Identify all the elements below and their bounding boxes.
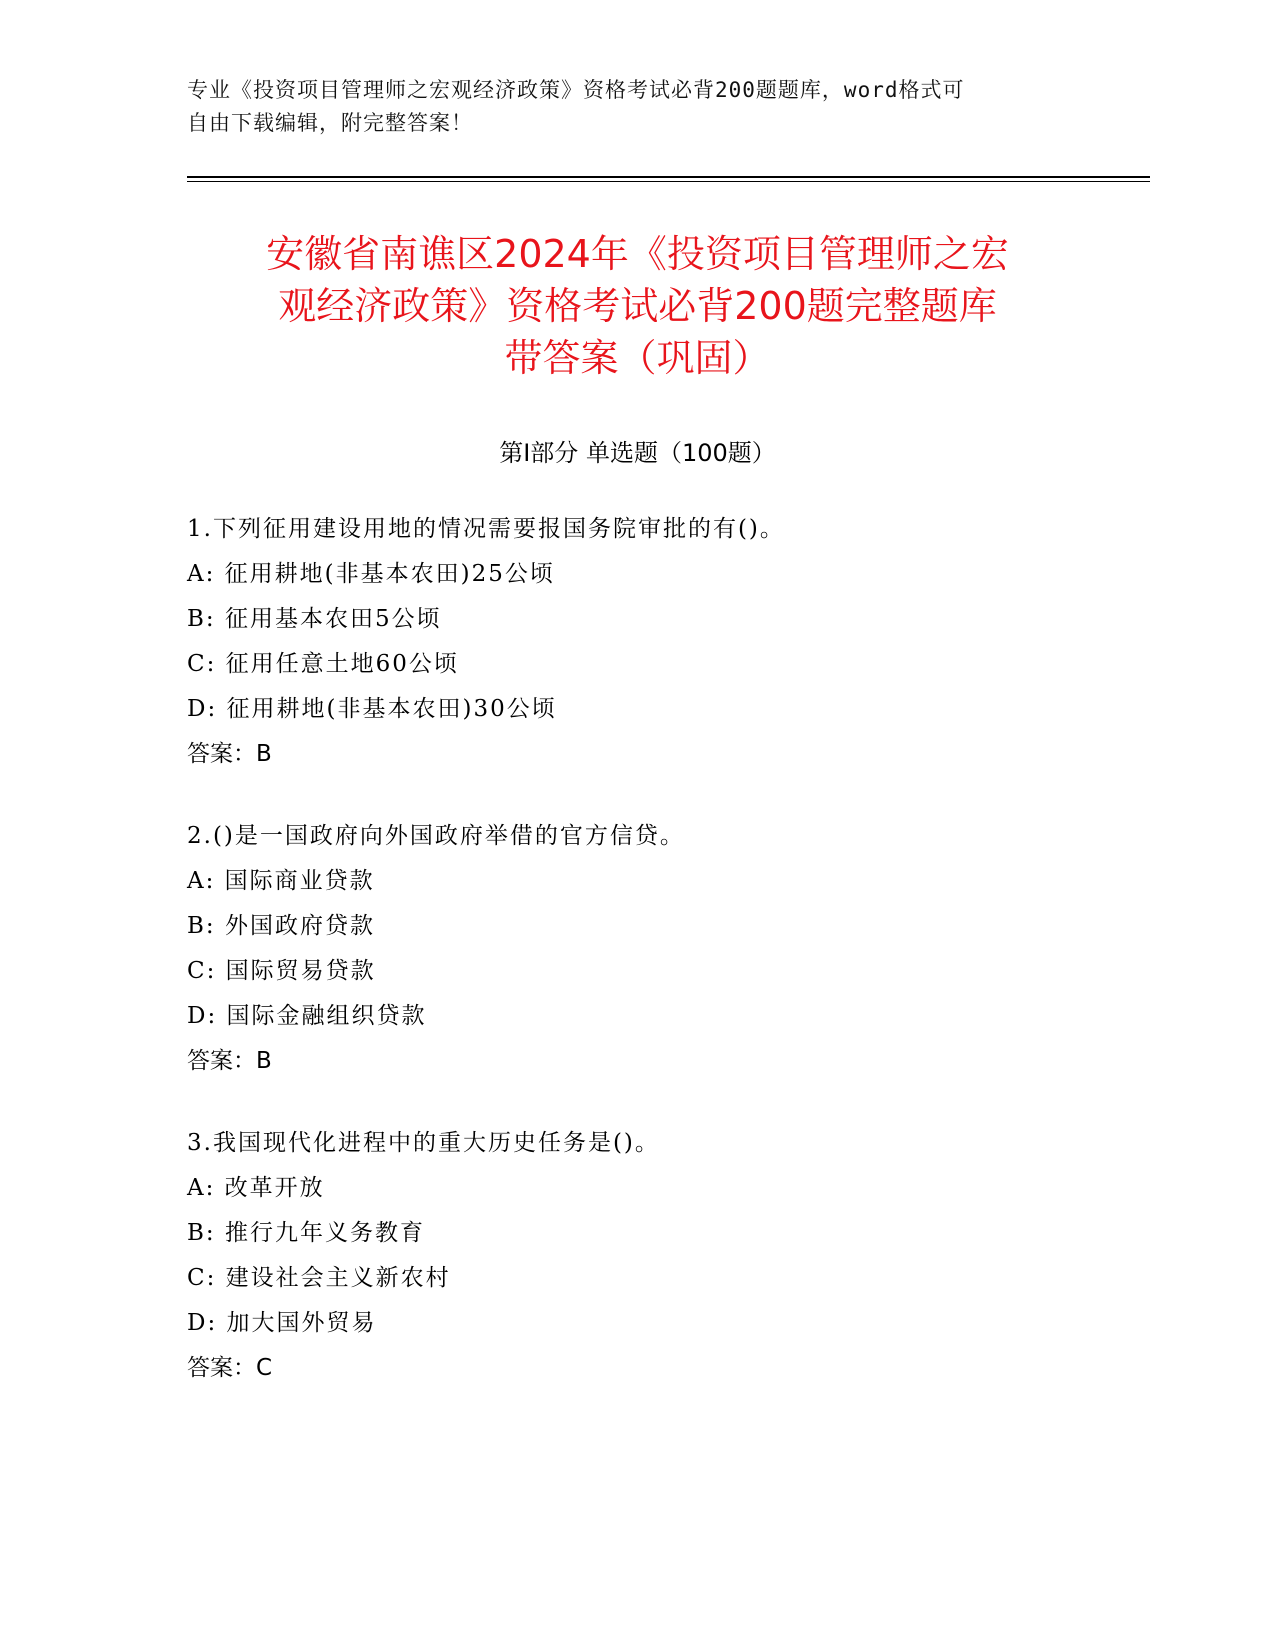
- question-stem: 2.()是一国政府向外国政府举借的官方信贷。: [187, 823, 685, 849]
- section-heading: 第Ⅰ部分 单选题（100题）: [499, 439, 776, 467]
- header-note: [187, 74, 1087, 140]
- option-d: D: 征用耕地(非基本农田)30公顷: [187, 696, 557, 722]
- header-note-line-1: 专业《投资项目管理师之宏观经济政策》资格考试必背200题题库，word格式可: [187, 78, 965, 102]
- document-title-line-3: 带答案（巩固）: [504, 336, 771, 380]
- option-c: C: 建设社会主义新农村: [187, 1265, 451, 1291]
- option-a: A: 改革开放: [187, 1175, 325, 1201]
- question-3: [187, 1121, 1137, 1391]
- option-a: A: 国际商业贷款: [187, 868, 375, 894]
- question-stem: 3.我国现代化进程中的重大历史任务是()。: [187, 1130, 660, 1156]
- option-b: B: 外国政府贷款: [187, 913, 375, 939]
- option-b: B: 推行九年义务教育: [187, 1220, 425, 1246]
- option-d: D: 加大国外贸易: [187, 1310, 377, 1336]
- header-note-line-2: 自由下载编辑，附完整答案！: [187, 111, 473, 135]
- document-title: [180, 228, 1095, 384]
- question-2: [187, 814, 1137, 1084]
- option-a: A: 征用耕地(非基本农田)25公顷: [187, 561, 555, 587]
- header-divider-thick: [187, 176, 1150, 178]
- answer: 答案：B: [187, 741, 272, 767]
- option-b: B: 征用基本农田5公顷: [187, 606, 442, 632]
- option-c: C: 征用任意土地60公顷: [187, 651, 459, 677]
- answer: 答案：B: [187, 1048, 272, 1074]
- option-d: D: 国际金融组织贷款: [187, 1003, 427, 1029]
- option-c: C: 国际贸易贷款: [187, 958, 376, 984]
- answer: 答案：C: [187, 1355, 273, 1381]
- question-1: [187, 507, 1137, 777]
- question-stem: 1.下列征用建设用地的情况需要报国务院审批的有()。: [187, 516, 785, 542]
- document-title-line-1: 安徽省南谯区2024年《投资项目管理师之宏: [266, 232, 1009, 276]
- document-title-line-2: 观经济政策》资格考试必背200题完整题库: [278, 284, 997, 328]
- header-divider-thin: [187, 181, 1150, 182]
